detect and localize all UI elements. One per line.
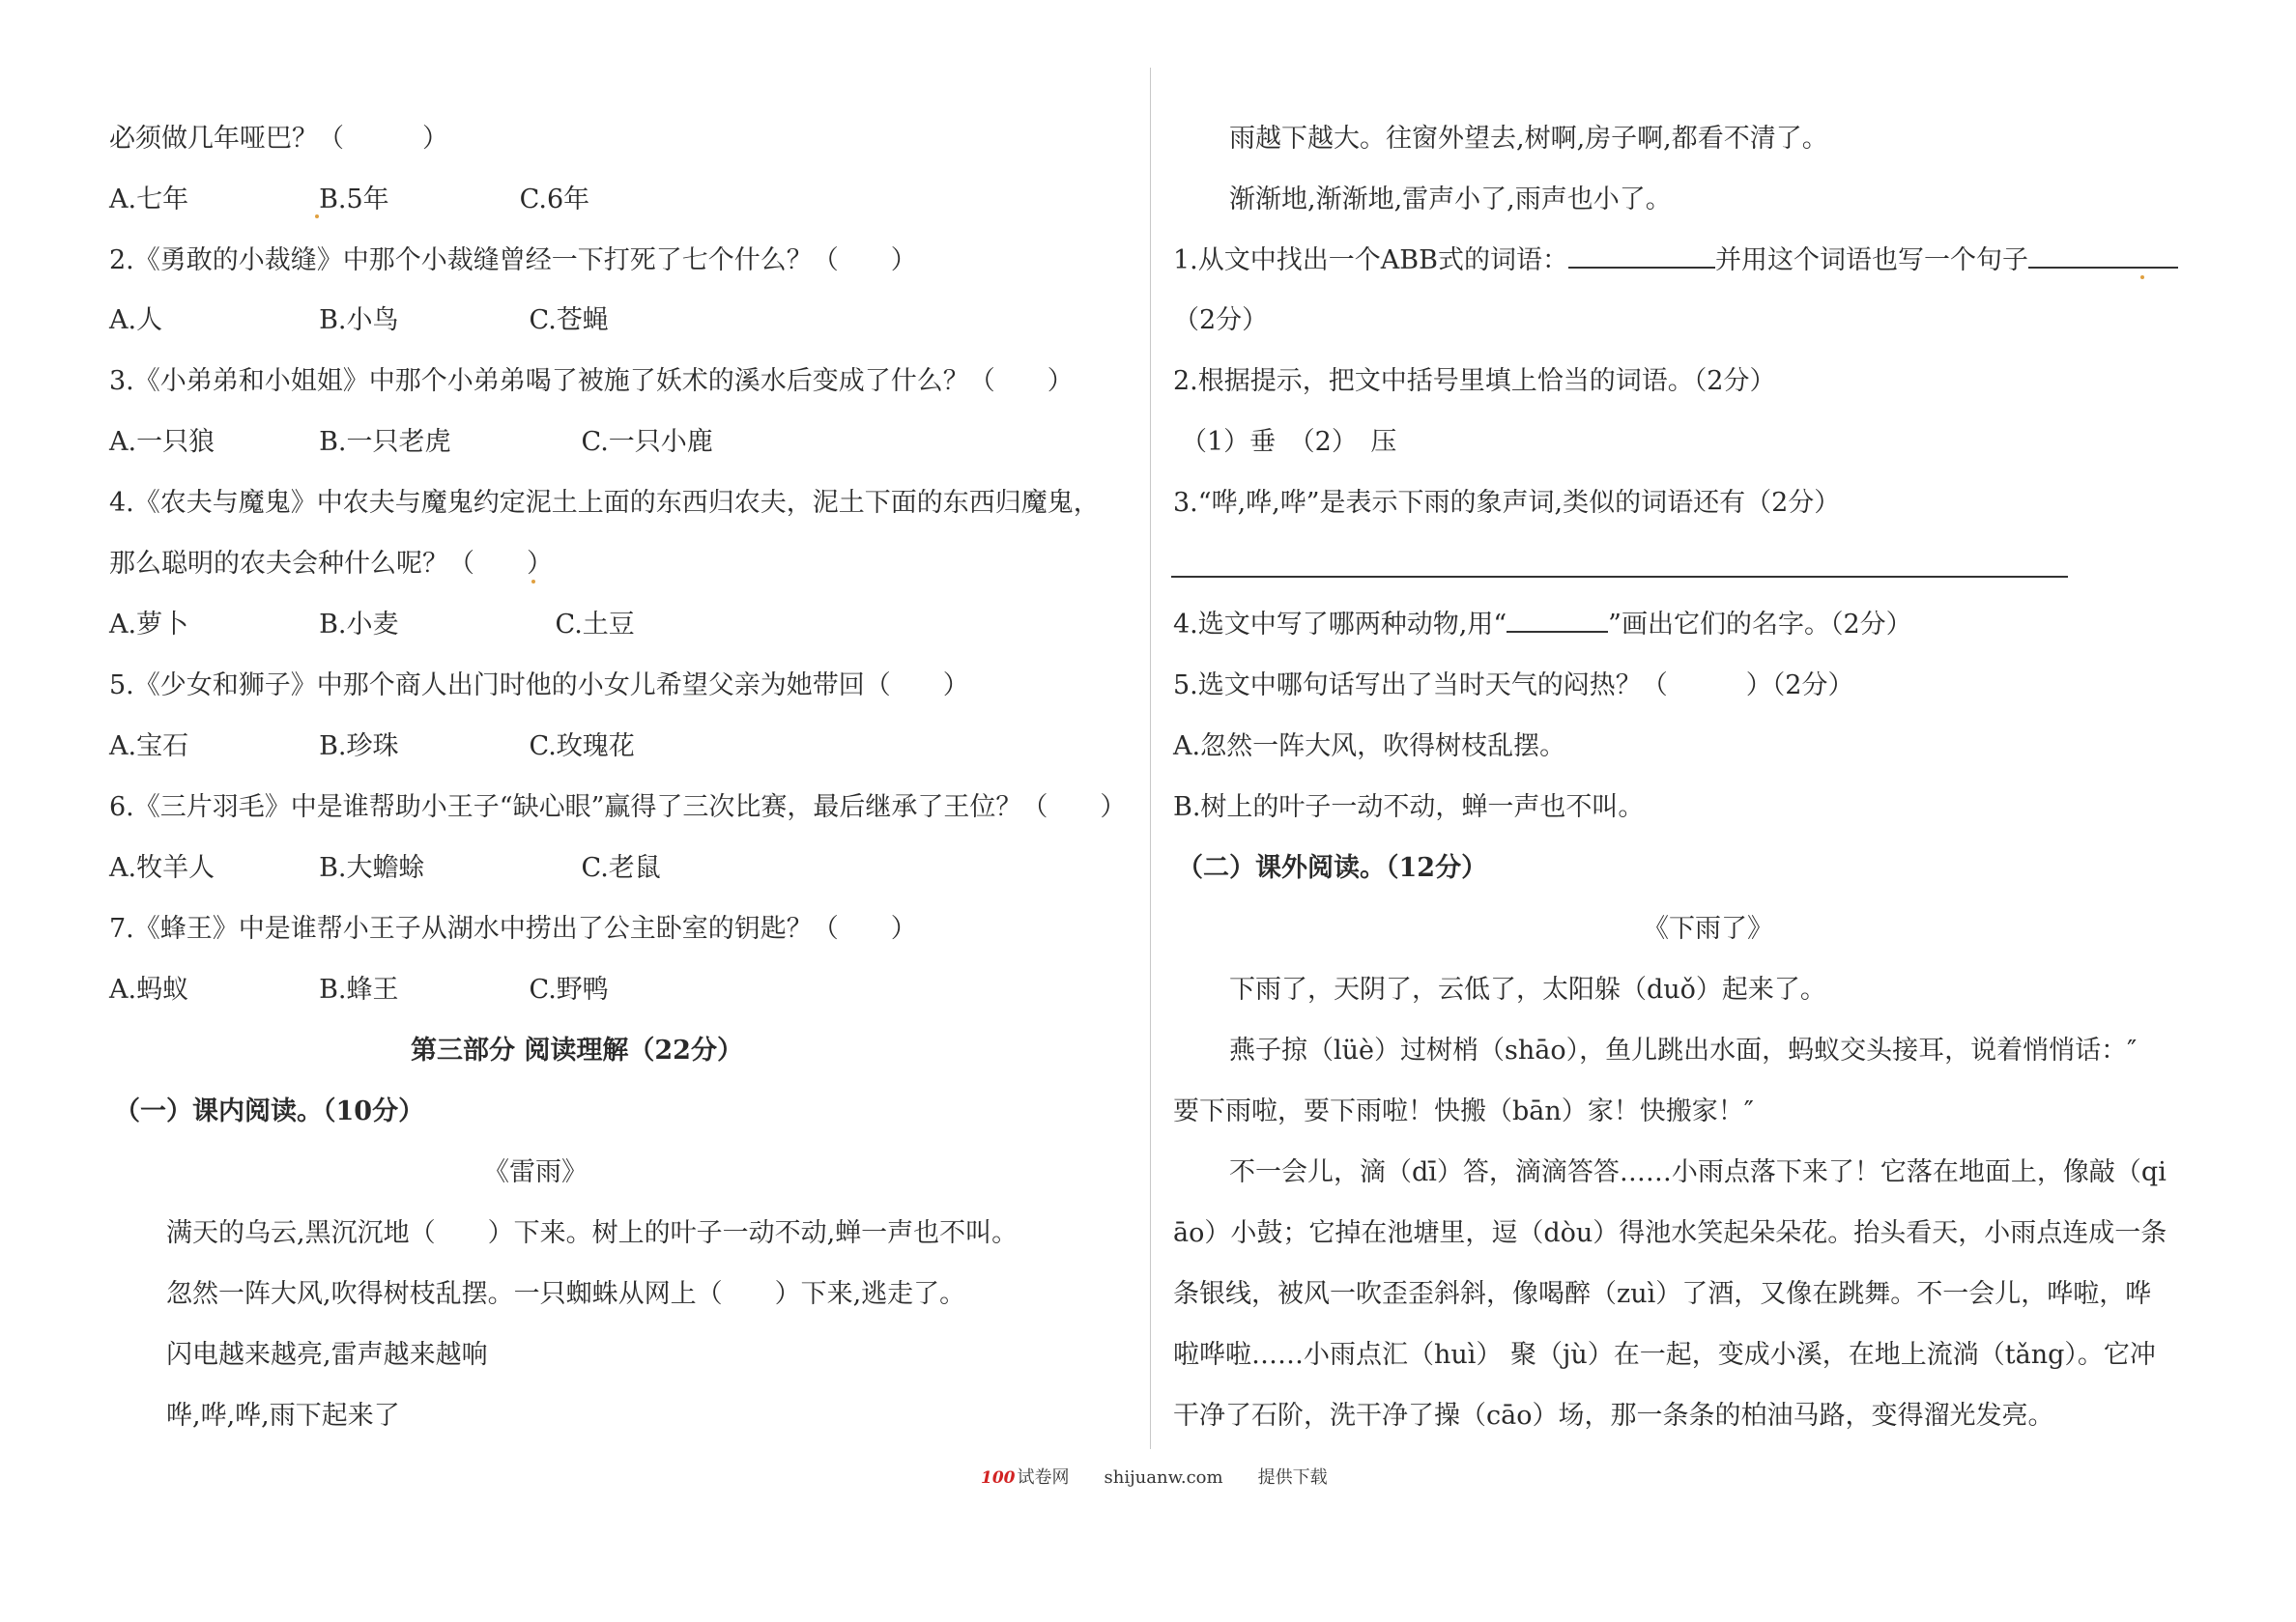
site-name: 试卷网: [1017, 1467, 1070, 1488]
question-1: [1173, 242, 2178, 280]
left-question-line: 必须做几年哑巴？（ ）: [109, 124, 448, 154]
poem2-title: 《下雨了》: [1643, 914, 1773, 944]
column-divider: [1150, 68, 1151, 1449]
poem1-line: 忽然一阵大风,吹得树枝乱摆。一只蜘蛛从网上（ ）下来,逃走了。: [166, 1279, 966, 1309]
site-url[interactable]: shijuanw.com: [1104, 1467, 1223, 1488]
left-question-line: A.人 B.小鸟 C.苍蝇: [109, 305, 609, 335]
poem2-line: āo）小鼓；它掉在池塘里，逗（dòu）得池水笑起朵朵花。抬头看天，小雨点连成一条: [1173, 1218, 2167, 1248]
poem2-line: 燕子掠（lüè）过树梢（shāo），鱼儿跳出水面，蚂蚁交头接耳，说着悄悄话：″: [1229, 1036, 2138, 1066]
answer-blank[interactable]: [1507, 606, 1608, 633]
left-question-line: A.蚂蚁 B.蜂王 C.野鸭: [109, 975, 609, 1005]
poem2-line: 条银线，被风一吹歪歪斜斜，像喝醉（zuì）了酒，又像在跳舞。不一会儿，哗啦，哗: [1173, 1279, 2152, 1309]
left-question-line: A.宝石 B.珍珠 C.玫瑰花: [109, 731, 635, 761]
answer-line[interactable]: [1171, 576, 2068, 578]
left-question-line: A.牧羊人 B.大蟾蜍 C.老鼠: [109, 853, 661, 883]
scan-dot: [2140, 275, 2144, 279]
question-5: 5.选文中哪句话写出了当时天气的闷热？（ ）（2分）: [1173, 670, 1854, 700]
question-3: 3.“哗,哗,哗”是表示下雨的象声词,类似的词语还有（2分）: [1173, 488, 1841, 518]
question-4-prefix: 4.选文中写了哪两种动物,用“: [1173, 610, 1507, 640]
section2-title: （二）课外阅读。（12分）: [1177, 853, 1488, 883]
question-4: [1173, 606, 1912, 644]
question-5-option-a: A.忽然一阵大风，吹得树枝乱摆。: [1173, 731, 1566, 761]
left-question-line: 那么聪明的农夫会种什么呢？（ ）: [109, 549, 553, 579]
question-1-prefix: 1.从文中找出一个ABB式的词语：: [1173, 245, 1568, 275]
poem1-line: 满天的乌云,黑沉沉地（ ）下来。树上的叶子一动不动,蝉一声也不叫。: [166, 1218, 1019, 1248]
download-note: 提供下载: [1257, 1467, 1328, 1488]
left-question-line: 3.《小弟弟和小姐姐》中那个小弟弟喝了被施了妖术的溪水后变成了什么？（ ）: [109, 366, 1074, 396]
section1-title: （一）课内阅读。（10分）: [114, 1096, 425, 1126]
poem2-line: 啦哗啦……小雨点汇（huì） 聚（jù）在一起，变成小溪，在地上流淌（tǎng）。它冲: [1173, 1340, 2156, 1370]
question-2-hints: （1）垂 （2） 压: [1181, 427, 1397, 457]
left-question-line: A.七年 B.5年 C.6年: [109, 185, 590, 214]
poem1-line: 闪电越来越亮,雷声越来越响: [166, 1340, 488, 1370]
poem2-line: 下雨了，天阴了，云低了，太阳躲（duǒ）起来了。: [1229, 975, 1826, 1005]
story-line: 渐渐地,渐渐地,雷声小了,雨声也小了。: [1229, 185, 1672, 214]
story-line: 雨越下越大。往窗外望去,树啊,房子啊,都看不清了。: [1229, 124, 1828, 154]
question-1-score: （2分）: [1173, 305, 1269, 335]
poem2-line: 要下雨啦，要下雨啦！快搬（bān）家！快搬家！″: [1173, 1096, 1754, 1126]
poem1-line: 哗,哗,哗,雨下起来了: [166, 1401, 400, 1431]
poem1-title: 《雷雨》: [483, 1157, 588, 1187]
left-question-line: 7.《蜂王》中是谁帮小王子从湖水中捞出了公主卧室的钥匙？（ ）: [109, 914, 917, 944]
left-question-line: 6.《三片羽毛》中是谁帮助小王子“缺心眼”赢得了三次比赛，最后继承了王位？（ ）: [109, 792, 1127, 822]
part3-title: 第三部分 阅读理解（22分）: [411, 1036, 743, 1066]
answer-blank[interactable]: [2028, 242, 2178, 269]
left-question-line: 4.《农夫与魔鬼》中农夫与魔鬼约定泥土上面的东西归农夫，泥土下面的东西归魔鬼，: [109, 488, 1100, 518]
site-logo: 100: [981, 1468, 1016, 1488]
poem2-line: 干净了石阶，洗干净了操（cāo）场，那一条条的柏油马路，变得溜光发亮。: [1173, 1401, 2054, 1431]
poem2-line: 不一会儿，滴（dī）答，滴滴答答……小雨点落下来了！它落在地面上，像敲（qi: [1229, 1157, 2167, 1187]
left-question-line: A.一只狼 B.一只老虎 C.一只小鹿: [109, 427, 713, 457]
question-4-suffix: ”画出它们的名字。（2分）: [1608, 610, 1912, 640]
question-1-mid: 并用这个词语也写一个句子: [1714, 245, 2028, 275]
question-2: 2.根据提示，把文中括号里填上恰当的词语。（2分）: [1173, 366, 1776, 396]
left-question-line: 5.《少女和狮子》中那个商人出门时他的小女儿希望父亲为她带回（ ）: [109, 670, 969, 700]
left-question-line: A.萝卜 B.小麦 C.土豆: [109, 610, 635, 640]
question-5-option-b: B.树上的叶子一动不动，蝉一声也不叫。: [1173, 792, 1645, 822]
answer-blank[interactable]: [1568, 242, 1715, 269]
page-footer: [981, 1464, 1328, 1489]
left-question-line: 2.《勇敢的小裁缝》中那个小裁缝曾经一下打死了七个什么？（ ）: [109, 245, 917, 275]
